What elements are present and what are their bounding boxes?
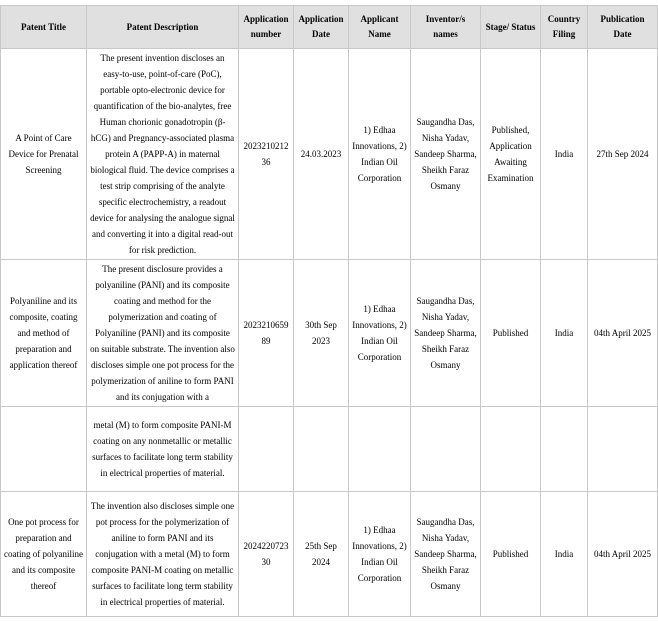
header-patent-description: Patent Description	[87, 6, 239, 49]
cell-inventors: Saugandha Das, Nisha Yadav, Sandeep Sharma, Sheikh Faraz Osmany	[411, 260, 481, 407]
cell-stage-status: Published, Application Awaiting Examination	[481, 49, 541, 260]
cell-stage-status: Published	[481, 492, 541, 617]
cell-patent-title	[1, 407, 87, 492]
cell-application-date: 30th Sep 2023	[294, 260, 349, 407]
cell-patent-title: A Point of Care Device for Prenatal Screening	[1, 49, 87, 260]
table-row	[1, 49, 658, 260]
cell-patent-description: The present disclosure provides a polyaniline (PANI) and its composite coating and method for the polymerization and coating of Polyaniline (PANI) and its composite on suitable substrate. The invention also discloses simple one pot process for the polymerization of aniline to form PANI and its conjugation with a	[87, 260, 239, 407]
table-row	[1, 407, 658, 492]
cell-publication-date	[588, 407, 658, 492]
cell-applicant-name: 1) Edhaa Innovations, 2) Indian Oil Corporation	[349, 260, 411, 407]
header-application-date: Application Date	[294, 6, 349, 49]
cell-patent-title: One pot process for preparation and coating of polyaniline and its composite thereof	[1, 492, 87, 617]
header-row	[1, 6, 658, 49]
cell-patent-description: The present invention discloses an easy-to-use, point-of-care (PoC), portable opto-electronic device for quantification of the bio-analytes, free Human chorionic gonadotropin (β-hCG) and Pregnancy-associated plasma protein A (PAPP-A) in maternal biological fluid. The device comprises a test strip comprising of the analyte specific electrochemistry, a readout device for analysing the analogue signal and converting it into a digital read-out for risk prediction.	[87, 49, 239, 260]
table-row	[1, 260, 658, 407]
cell-inventors: Saugandha Das, Nisha Yadav, Sandeep Sharma, Sheikh Faraz Osmany	[411, 492, 481, 617]
cell-publication-date: 04th April 2025	[588, 260, 658, 407]
cell-application-number: 2024220723 30	[239, 492, 294, 617]
header-stage-status: Stage/ Status	[481, 6, 541, 49]
cell-country-filing	[541, 407, 588, 492]
cell-patent-title: Polyaniline and its composite, coating and method of preparation and application thereof	[1, 260, 87, 407]
cell-application-date	[294, 407, 349, 492]
table-row	[1, 492, 658, 617]
cell-publication-date: 04th April 2025	[588, 492, 658, 617]
cell-application-date: 25th Sep 2024	[294, 492, 349, 617]
header-patent-title: Patent Title	[1, 6, 87, 49]
cell-application-number: 2023210659 89	[239, 260, 294, 407]
cell-applicant-name: 1) Edhaa Innovations, 2) Indian Oil Corporation	[349, 49, 411, 260]
cell-country-filing: India	[541, 49, 588, 260]
cell-inventors: Saugandha Das, Nisha Yadav, Sandeep Sharma, Sheikh Faraz Osmany	[411, 49, 481, 260]
cell-application-number: 2023210212 36	[239, 49, 294, 260]
cell-country-filing: India	[541, 492, 588, 617]
patent-table	[0, 5, 658, 617]
cell-patent-description: The invention also discloses simple one pot process for the polymerization of aniline to form PANI and its conjugation with a metal (M) to form composite PANI-M coating on metallic surfaces to facilitate long term stability in electrical properties of material.	[87, 492, 239, 617]
cell-application-number	[239, 407, 294, 492]
cell-stage-status	[481, 407, 541, 492]
header-applicant-name: Applicant Name	[349, 6, 411, 49]
cell-stage-status: Published	[481, 260, 541, 407]
header-inventors: Inventor/s names	[411, 6, 481, 49]
cell-patent-description: metal (M) to form composite PANI-M coating on any nonmetallic or metallic surfaces to facilitate long term stability in electrical properties of material.	[87, 407, 239, 492]
header-publication-date: Publication Date	[588, 6, 658, 49]
cell-inventors	[411, 407, 481, 492]
cell-country-filing: India	[541, 260, 588, 407]
header-application-number: Application number	[239, 6, 294, 49]
cell-applicant-name: 1) Edhaa Innovations, 2) Indian Oil Corporation	[349, 492, 411, 617]
cell-applicant-name	[349, 407, 411, 492]
cell-application-date: 24.03.2023	[294, 49, 349, 260]
cell-publication-date: 27th Sep 2024	[588, 49, 658, 260]
header-country-filing: Country Filing	[541, 6, 588, 49]
